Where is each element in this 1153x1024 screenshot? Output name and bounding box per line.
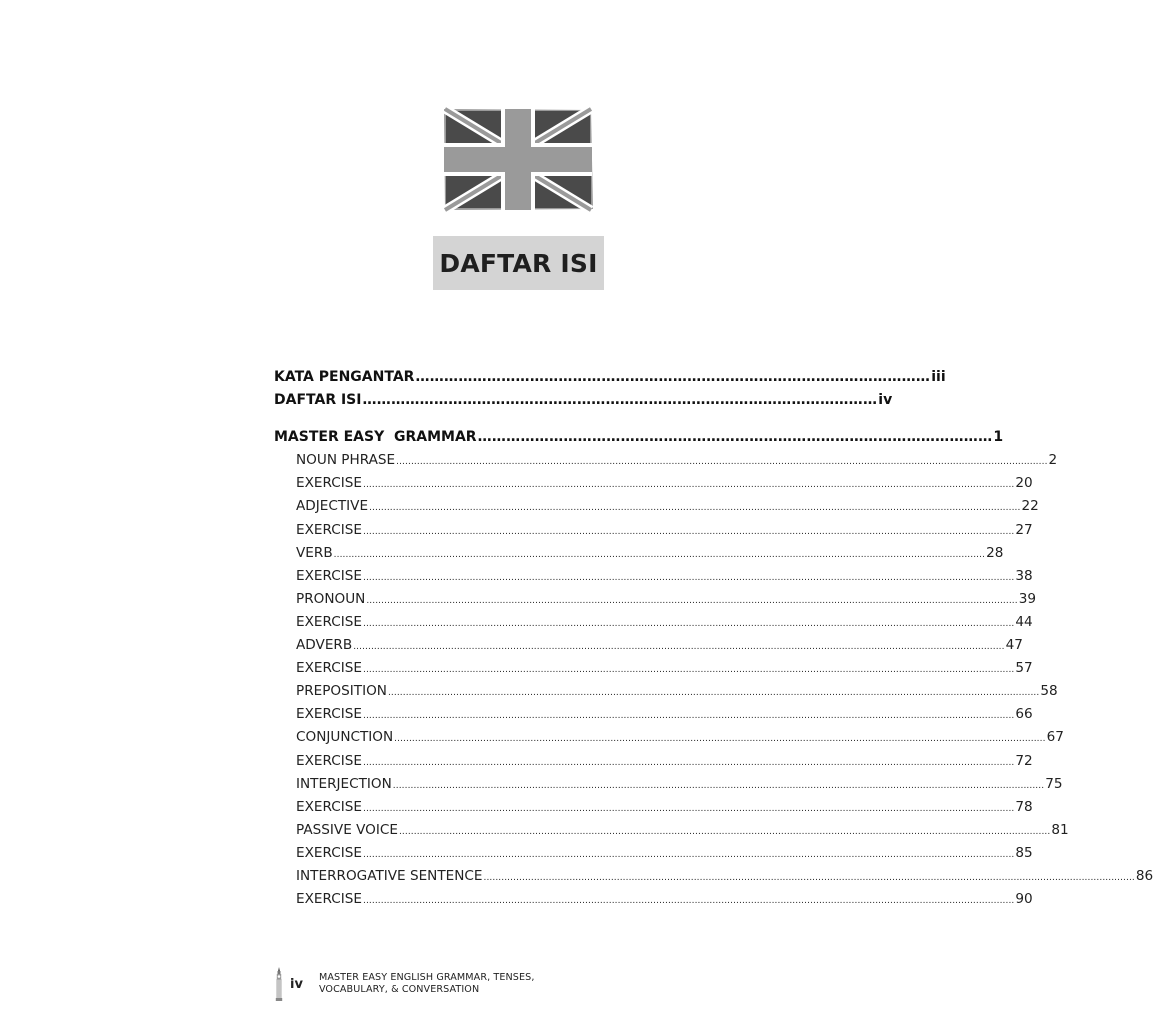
toc-entry[interactable] <box>274 542 1004 565</box>
footer-book-title <box>319 972 535 996</box>
toc-entry-page: 66 <box>1015 706 1033 723</box>
toc-leader-dots: ............................................................................................................................................................................................................................ <box>362 803 1015 814</box>
toc-entry-page: 27 <box>1015 521 1033 538</box>
toc-leader-dots: ............................................................................................................................................................................................................................ <box>392 780 1045 791</box>
toc-entry[interactable] <box>274 842 1033 865</box>
toc-leader-dots: ............................................................................................................................................................................................................................ <box>362 618 1015 629</box>
toc-entry-page: iii <box>931 369 946 385</box>
toc-leader-dots: ............................................................................................................................................................................................................................ <box>483 872 1135 883</box>
toc-entry-page: 44 <box>1015 613 1033 630</box>
toc-entry-label: EXERCISE <box>296 844 362 861</box>
toc-entry[interactable] <box>274 796 1033 819</box>
toc-entry-label: KATA PENGANTAR <box>274 369 415 385</box>
toc-entry-label: EXERCISE <box>296 521 362 538</box>
footer-book-title-line1: MASTER EASY ENGLISH GRAMMAR, TENSES, <box>318 972 535 983</box>
footer-book-title-line2: VOCABULARY, & CONVERSATION <box>318 984 480 995</box>
toc-entry-label: EXERCISE <box>296 660 362 677</box>
toc-leader-dots: ……………………………………………………………………………………………… <box>477 429 993 446</box>
toc-leader-dots: ............................................................................................................................................................................................................................ <box>362 757 1015 768</box>
toc-entry-page: 75 <box>1045 775 1063 792</box>
toc-leader-dots: ............................................................................................................................................................................................................................ <box>362 849 1015 860</box>
toc-leader-dots: ............................................................................................................................................................................................................................ <box>396 457 1048 468</box>
toc-entry-label: ADJECTIVE <box>296 498 369 515</box>
toc-entry-label: PREPOSITION <box>296 683 387 700</box>
toc-entry-label: EXERCISE <box>296 798 362 815</box>
toc-entry-page: 81 <box>1051 821 1069 838</box>
toc-entry-daftar-isi[interactable] <box>274 389 893 412</box>
toc-leader-dots: ............................................................................................................................................................................................................................ <box>362 526 1015 537</box>
toc-leader-dots: ............................................................................................................................................................................................................................ <box>333 549 986 560</box>
toc-entry-page: 20 <box>1015 475 1033 492</box>
toc-entry[interactable] <box>274 865 1153 888</box>
toc-leader-dots: ............................................................................................................................................................................................................................ <box>369 503 1021 514</box>
toc-entry-page: iv <box>878 392 893 409</box>
toc-entry-label: PASSIVE VOICE <box>296 821 398 838</box>
toc-leader-dots: ……………………………………………………………………………………………… <box>415 369 931 385</box>
toc-entry-page: 72 <box>1015 752 1033 769</box>
toc-entry-page: 38 <box>1015 567 1033 584</box>
toc-entry-label: EXERCISE <box>296 475 362 492</box>
toc-leader-dots: ............................................................................................................................................................................................................................ <box>362 711 1015 722</box>
page-title: DAFTAR ISI <box>439 248 598 278</box>
toc-leader-dots: ............................................................................................................................................................................................................................ <box>362 896 1015 907</box>
toc-entry[interactable] <box>274 588 1037 611</box>
toc-entry[interactable] <box>274 495 1039 518</box>
toc-entry[interactable] <box>274 750 1033 773</box>
toc-leader-dots: ……………………………………………………………………………………………… <box>362 392 878 409</box>
toc-entry-label: NOUN PHRASE <box>296 452 396 469</box>
toc-entry-label: INTERROGATIVE SENTENCE <box>296 867 483 884</box>
toc-entry-label: PRONOUN <box>296 590 366 607</box>
toc-entry[interactable] <box>274 888 1033 911</box>
toc-entry-label: DAFTAR ISI <box>274 392 362 409</box>
toc-entry[interactable] <box>274 519 1033 542</box>
toc-entry-page: 2 <box>1048 452 1058 469</box>
toc-section-label: MASTER EASY GRAMMAR <box>274 429 477 446</box>
toc-entry[interactable] <box>274 449 1058 472</box>
toc-leader-dots: ............................................................................................................................................................................................................................ <box>362 665 1015 676</box>
toc-entry-page: 39 <box>1018 590 1037 607</box>
toc-entry-page: 28 <box>986 544 1004 561</box>
toc-entry-page: 58 <box>1040 683 1058 700</box>
toc-entry[interactable] <box>274 819 1069 842</box>
toc-spacer <box>274 412 760 426</box>
toc-entry-page: 90 <box>1015 891 1033 908</box>
toc-section-page: 1 <box>993 429 1004 446</box>
toc-leader-dots: ............................................................................................................................................................................................................................ <box>353 642 1005 653</box>
toc-entry-page: 57 <box>1015 660 1033 677</box>
toc-entry-label: EXERCISE <box>296 891 362 908</box>
toc-leader-dots: ............................................................................................................................................................................................................................ <box>387 688 1040 699</box>
toc-sub-entries <box>274 449 1153 911</box>
toc-entry-label: EXERCISE <box>296 752 362 769</box>
toc-entry-label: INTERJECTION <box>296 775 392 792</box>
toc-leader-dots: ............................................................................................................................................................................................................................ <box>398 826 1051 837</box>
toc-entry-label: EXERCISE <box>296 567 362 584</box>
table-of-contents <box>274 366 1153 911</box>
toc-entry-kata-pengantar[interactable] <box>274 366 946 389</box>
toc-entry[interactable] <box>274 703 1033 726</box>
toc-entry[interactable] <box>274 565 1033 588</box>
toc-entry-page: 86 <box>1135 867 1153 884</box>
toc-leader-dots: ............................................................................................................................................................................................................................ <box>366 595 1018 606</box>
toc-entry-label: CONJUNCTION <box>296 729 394 746</box>
toc-entry[interactable] <box>274 634 1023 657</box>
union-jack-flag-icon <box>443 108 593 211</box>
toc-entry-label: VERB <box>296 544 333 561</box>
big-ben-tower-icon <box>274 967 284 1001</box>
toc-entry-page: 47 <box>1005 637 1023 654</box>
toc-entry[interactable] <box>274 472 1033 495</box>
toc-entry-page: 67 <box>1046 729 1064 746</box>
toc-entry[interactable] <box>274 611 1033 634</box>
page-footer <box>274 966 534 1002</box>
page-title-box <box>433 236 604 290</box>
toc-section-master-easy-grammar[interactable] <box>274 426 1004 449</box>
footer-page-number: iv <box>290 976 303 992</box>
toc-entry[interactable] <box>274 680 1058 703</box>
toc-entry-page: 78 <box>1015 798 1033 815</box>
toc-entry[interactable] <box>274 657 1033 680</box>
toc-entry[interactable] <box>274 773 1063 796</box>
toc-entry-page: 85 <box>1015 844 1033 861</box>
toc-leader-dots: ............................................................................................................................................................................................................................ <box>362 572 1015 583</box>
toc-leader-dots: ............................................................................................................................................................................................................................ <box>394 734 1046 745</box>
toc-entry-page: 22 <box>1021 498 1039 515</box>
toc-entry-label: ADVERB <box>296 637 353 654</box>
toc-entry-label: EXERCISE <box>296 613 362 630</box>
toc-entry-label: EXERCISE <box>296 706 362 723</box>
toc-leader-dots: ............................................................................................................................................................................................................................ <box>362 480 1015 491</box>
toc-entry[interactable] <box>274 726 1064 749</box>
